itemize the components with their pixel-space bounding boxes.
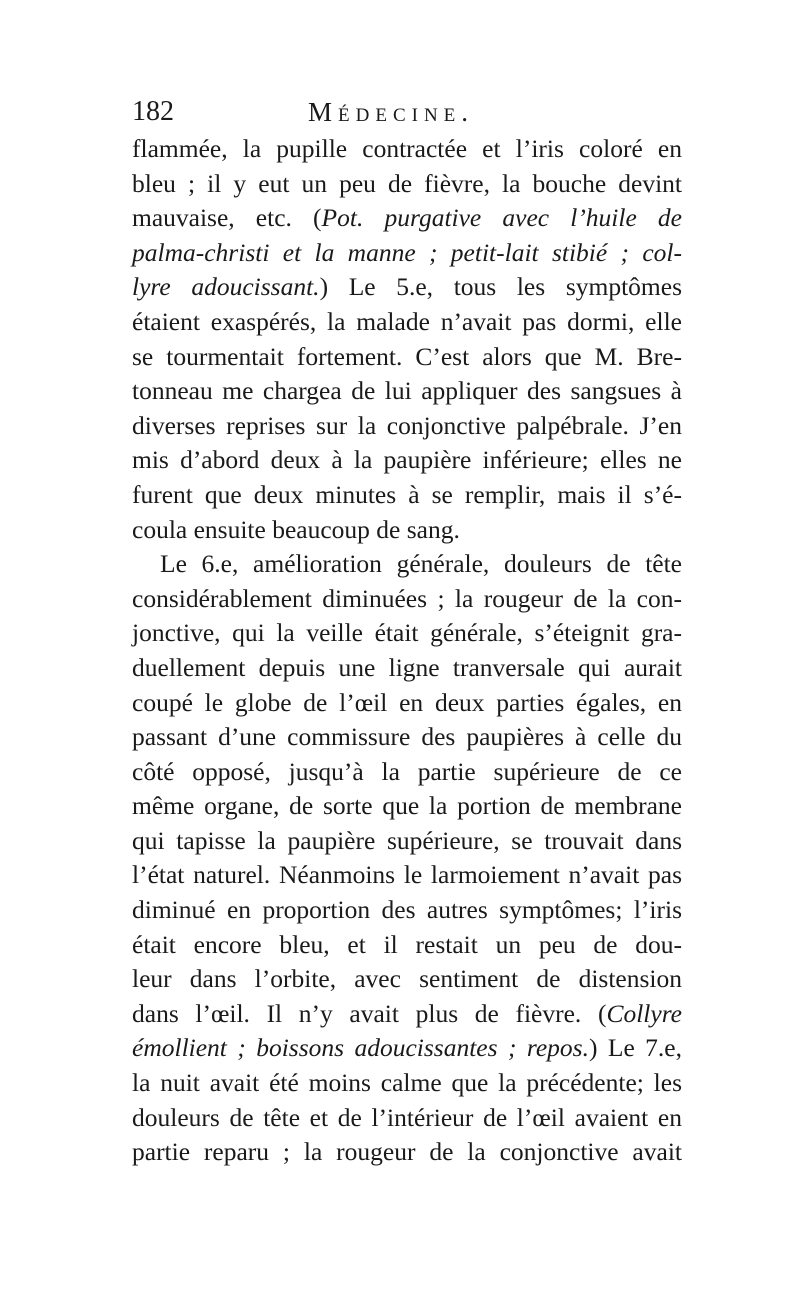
text-line: jonctive, qui la veille était générale, s’éteignit gra- <box>132 618 682 648</box>
text-line: coula ensuite beaucoup de sang. <box>132 514 460 544</box>
text-line: la nuit avait été moins calme que la précédente; les <box>132 1068 682 1098</box>
text-line <box>132 997 682 1032</box>
text-line: douleurs de tête et de l’intérieur de l’œil avaient en <box>132 1102 682 1132</box>
text-line: diverses reprises sur la conjonctive palpébrale. J’en <box>132 410 682 440</box>
text-line: se tourmentait fortement. C’est alors que M. Bre- <box>132 341 682 371</box>
text-fragment: ) Le 7.e, <box>588 1033 682 1063</box>
text-line: flammée, la pupille contractée et l’iris coloré en <box>132 134 682 163</box>
italic-fragment: Pot. purgative avec l’huile de <box>321 203 683 233</box>
text-line: Le 6.e, amélioration générale, douleurs de tête <box>160 549 682 579</box>
text-line: furent que deux minutes à se remplir, mais il s’é- <box>132 479 682 509</box>
text-line: passant d’une commissure des paupières à celle du <box>132 722 682 752</box>
text-line: coupé le globe de l’œil en deux parties égales, en <box>132 687 682 717</box>
text-line: diminué en proportion des autres symptômes; l’iris <box>132 895 682 925</box>
text-fragment: ) Le 5.e, tous les symptômes <box>319 272 682 302</box>
running-title: Médecine. <box>308 97 475 127</box>
text-line: duellement depuis une ligne tranversale qui aurait <box>132 652 682 682</box>
text-line <box>132 201 682 236</box>
text-line: côté opposé, jusqu’à la partie supérieure de ce <box>132 756 682 786</box>
text-fragment: dans l’œil. Il n’y avait plus de fièvre. ( <box>132 998 607 1028</box>
italic-fragment: lyre adoucissant. <box>132 272 320 302</box>
text-line: qui tapisse la paupière supérieure, se trouvait dans <box>132 825 682 855</box>
page-number: 182 <box>132 96 174 127</box>
text-line: mis d’abord deux à la paupière inférieure; elles ne <box>132 445 682 475</box>
text-line: tonneau me chargea de lui appliquer des sangsues à <box>132 376 682 406</box>
text-line <box>132 236 682 271</box>
italic-fragment: Collyre <box>606 998 682 1028</box>
text-line: partie reparu ; la rougeur de la conjonctive avait <box>132 1137 682 1167</box>
text-fragment: mauvaise, etc. ( <box>132 203 322 233</box>
text-line: bleu ; il y eut un peu de fièvre, la bouche devint <box>132 168 682 198</box>
text-line: l’état naturel. Néanmoins le larmoiement n’avait pas <box>132 860 682 890</box>
text-line <box>132 270 682 305</box>
text-line: étaient exaspérés, la malade n’avait pas dormi, elle <box>132 306 682 336</box>
text-line: même organe, de sorte que la portion de membrane <box>132 791 682 821</box>
italic-fragment: émollient ; boissons adoucissantes ; repos. <box>132 1033 589 1063</box>
body-text <box>132 132 682 1170</box>
text-line <box>132 1031 682 1066</box>
text-line: était encore bleu, et il restait un peu de dou- <box>132 929 682 959</box>
running-head <box>132 92 692 132</box>
text-line: leur dans l’orbite, avec sentiment de distension <box>132 964 682 994</box>
text-line: considérablement diminuées ; la rougeur de la con- <box>132 583 682 613</box>
italic-fragment: palma-christi et la manne ; petit-lait stibié ; col- <box>132 237 682 267</box>
